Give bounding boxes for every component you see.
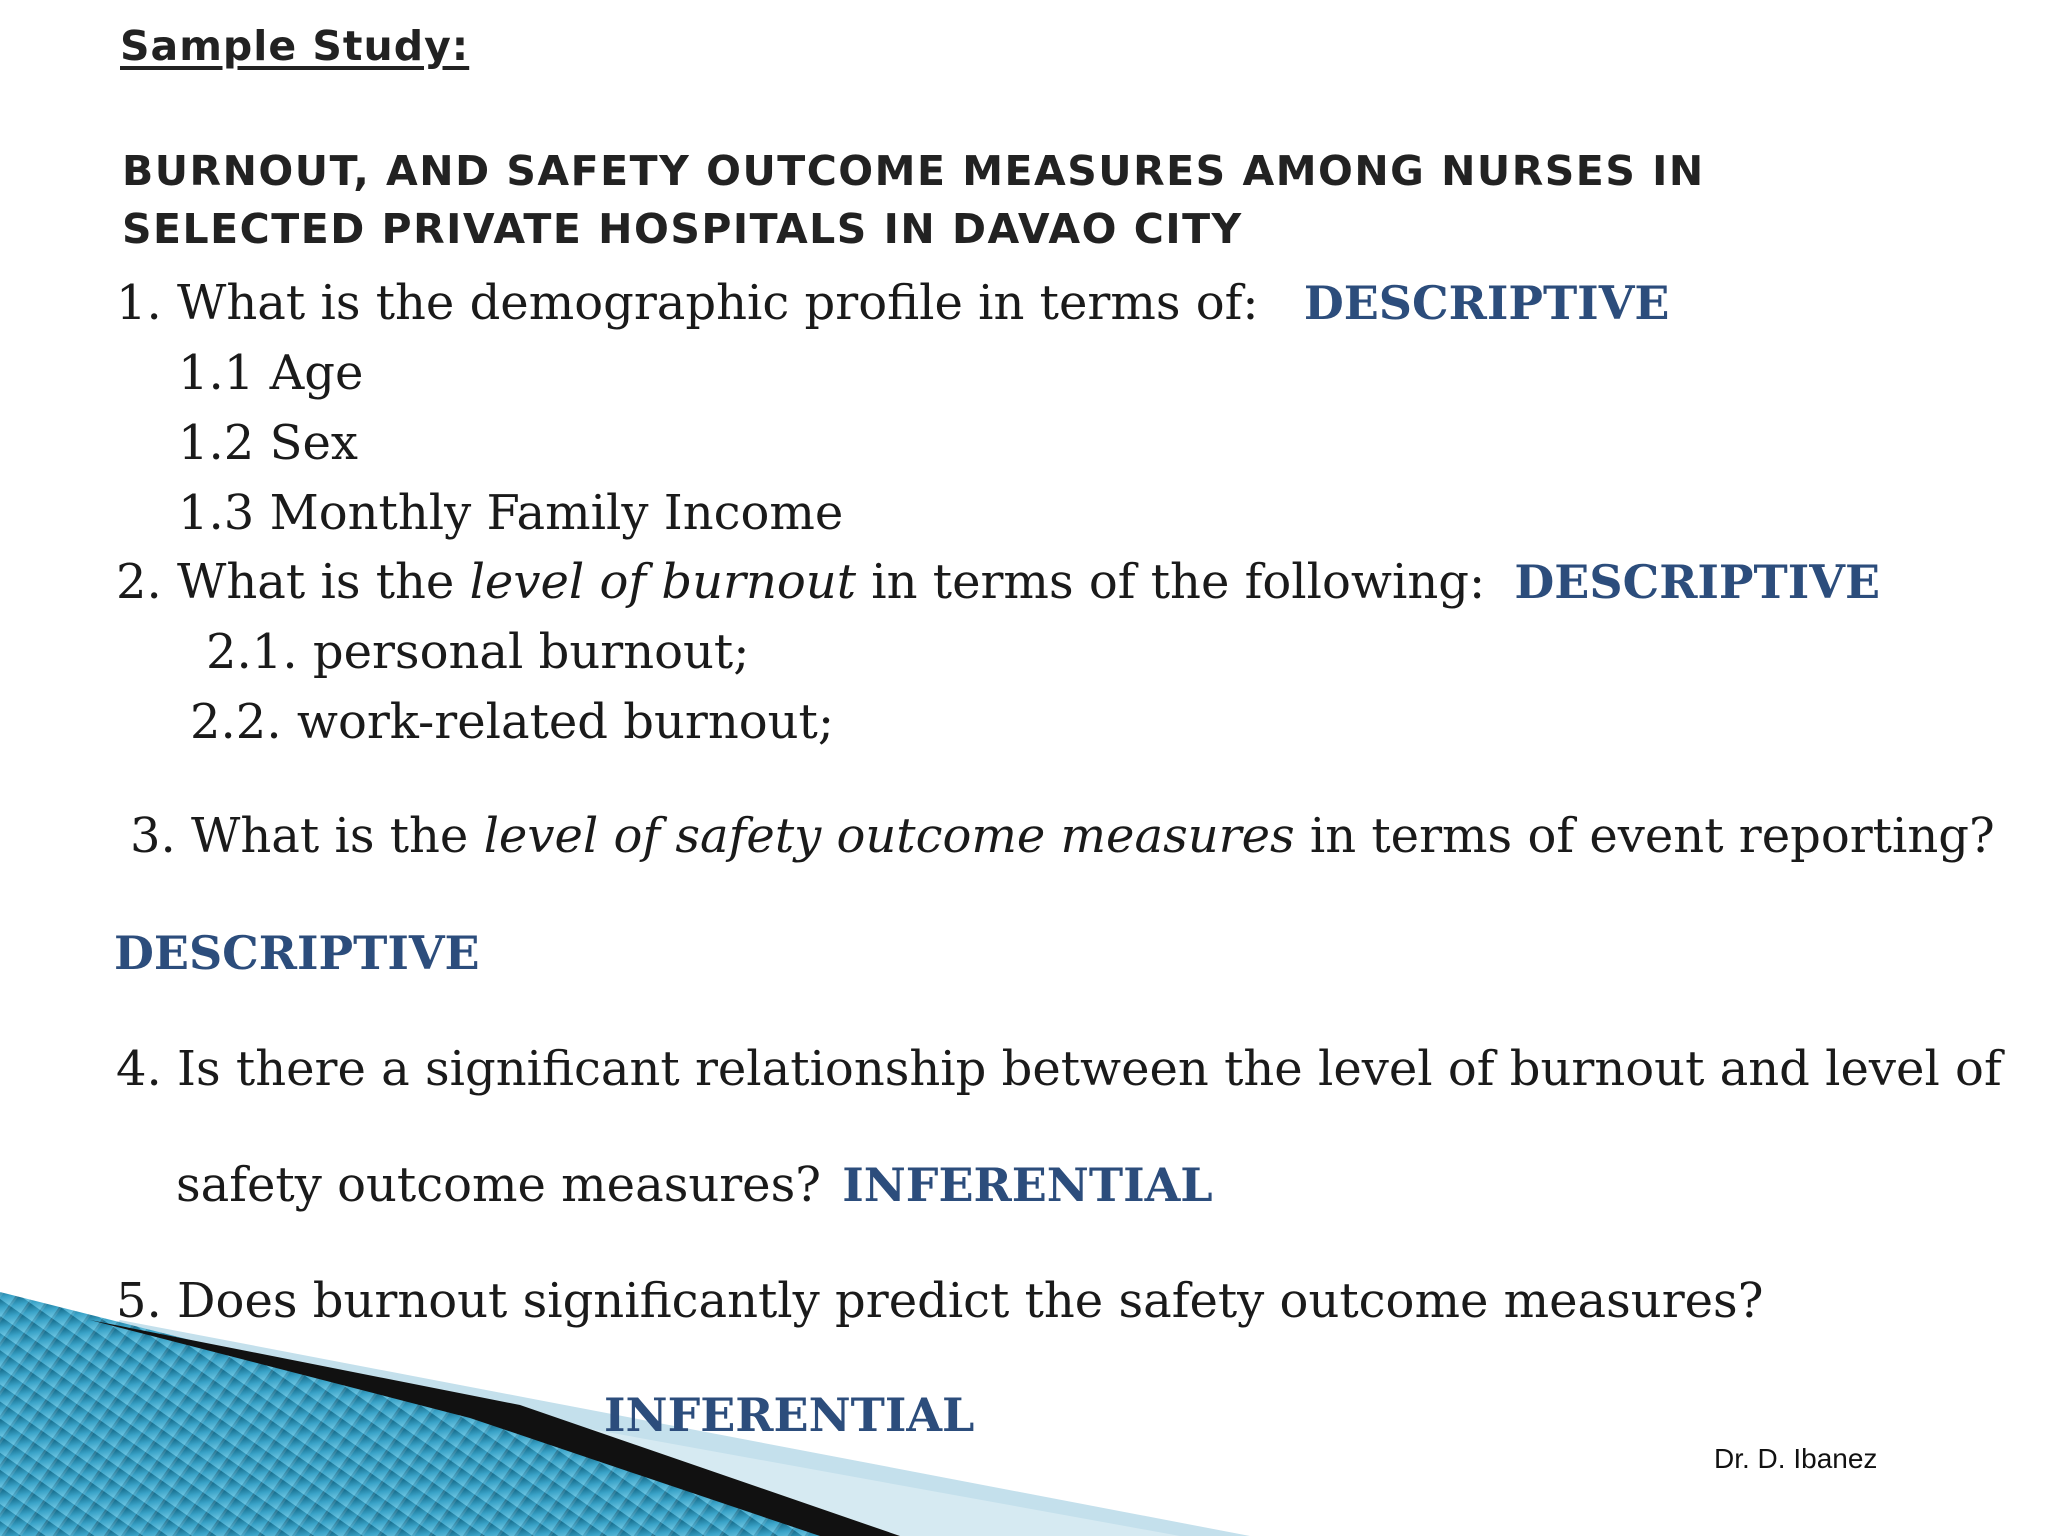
question-4-line2 [176, 1156, 1213, 1214]
question-4-line1: 4. Is there a significant relationship between the level of burnout and level of [116, 1041, 2002, 1097]
question-1-item-sex: 1.2 Sex [178, 415, 358, 471]
sample-study-heading: Sample Study: [120, 22, 470, 70]
question-5-tag: INFERENTIAL [604, 1388, 975, 1442]
question-3-suffix: in terms of event reporting? [1294, 808, 1995, 864]
question-2-tag: DESCRIPTIVE [1514, 555, 1881, 609]
question-2-item-work: 2.2. work-related burnout; [190, 694, 835, 750]
question-4-tag: INFERENTIAL [842, 1158, 1213, 1212]
question-2-prefix: 2. What is the [116, 554, 470, 610]
question-1-item-age: 1.1 Age [178, 345, 364, 401]
question-5: 5. Does burnout significantly predict the safety outcome measures? [116, 1273, 1764, 1329]
question-1-item-income: 1.3 Monthly Family Income [178, 485, 844, 541]
question-3 [130, 807, 1995, 865]
question-2-italic: level of burnout [469, 554, 856, 610]
question-2 [116, 553, 1880, 611]
question-1-tag: DESCRIPTIVE [1303, 276, 1670, 330]
question-3-tag: DESCRIPTIVE [114, 926, 480, 980]
question-3-prefix: 3. What is the [130, 808, 484, 864]
study-title-line1: BURNOUT, AND SAFETY OUTCOME MEASURES AMONG NURSES IN [122, 147, 1705, 195]
author-credit: Dr. D. Ibanez [1714, 1443, 1878, 1474]
study-title-line2: SELECTED PRIVATE HOSPITALS IN DAVAO CITY [122, 205, 1243, 253]
study-title [122, 142, 1705, 258]
question-2-suffix: in terms of the following: [856, 554, 1486, 610]
question-2-item-personal: 2.1. personal burnout; [206, 624, 750, 680]
question-1 [116, 274, 1669, 332]
question-4-line2-text: safety outcome measures? [176, 1157, 821, 1213]
question-3-italic: level of safety outcome measures [483, 808, 1295, 864]
question-1-text: 1. What is the demographic profile in terms of: [116, 275, 1259, 331]
